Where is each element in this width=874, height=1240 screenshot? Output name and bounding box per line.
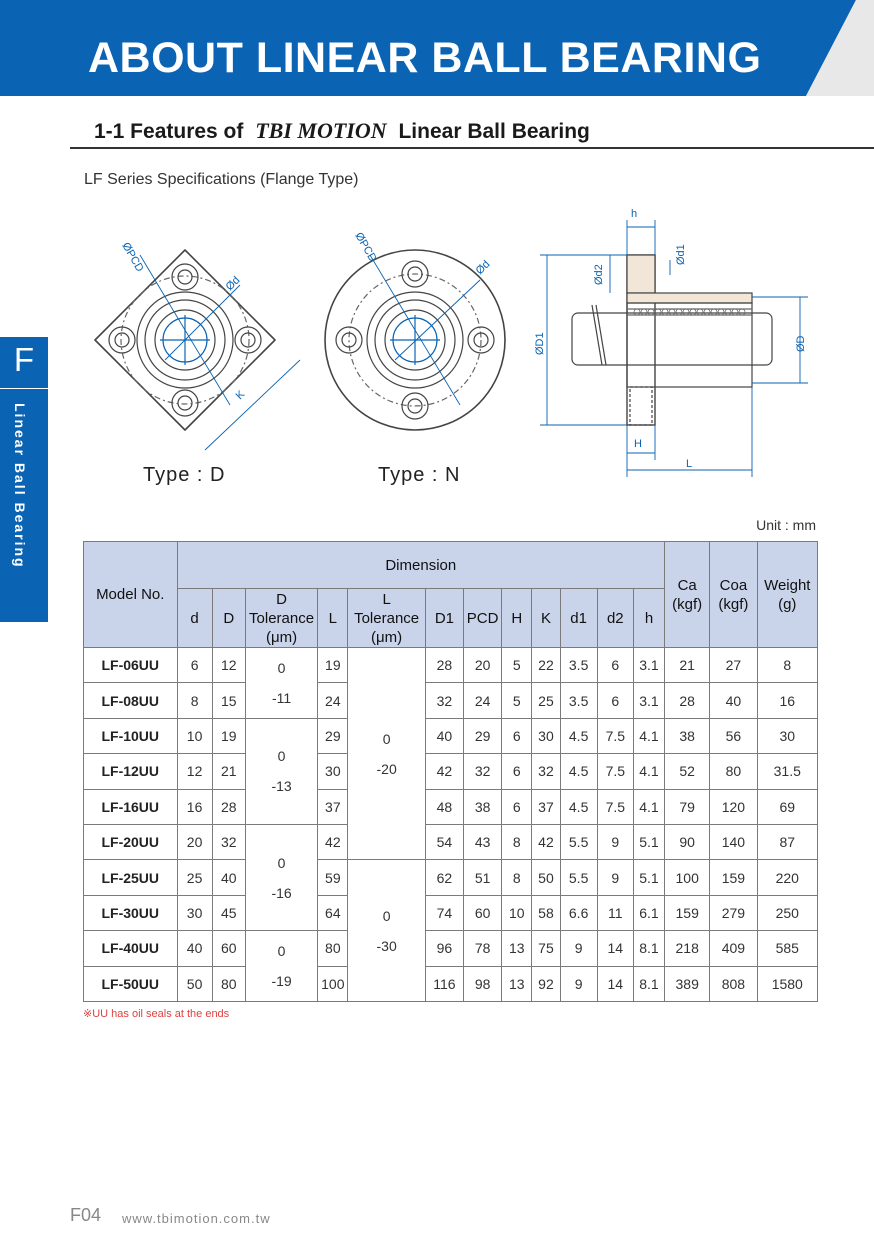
cell-L: 80 xyxy=(318,931,348,966)
type-n-pcd-label: ØPCD xyxy=(352,230,379,265)
cell-PCD: 32 xyxy=(464,754,502,789)
cell-H: 5 xyxy=(502,648,532,683)
cell-D1: 74 xyxy=(425,895,463,930)
cell-d: 12 xyxy=(177,754,212,789)
cell-L: 59 xyxy=(318,860,348,895)
cell-d1: 6.6 xyxy=(560,895,597,930)
cell-d1: 4.5 xyxy=(560,789,597,824)
label-H: H xyxy=(634,438,642,450)
cell-PCD: 20 xyxy=(464,648,502,683)
cell-d1: 9 xyxy=(560,966,597,1001)
cell-d1: 4.5 xyxy=(560,754,597,789)
cell-D: 45 xyxy=(212,895,245,930)
cell-D: 60 xyxy=(212,931,245,966)
cell-D: 80 xyxy=(212,966,245,1001)
header-d1: d1 xyxy=(560,589,597,648)
cell-model: LF-08UU xyxy=(84,683,178,718)
header-band xyxy=(0,0,874,96)
cell-h: 8.1 xyxy=(633,966,664,1001)
table-row xyxy=(84,860,818,895)
header-l-tolerance: L Tolerance (μm) xyxy=(348,589,425,648)
header-L: L xyxy=(318,589,348,648)
cell-h: 4.1 xyxy=(633,718,664,753)
cell-Ca: 159 xyxy=(665,895,710,930)
cell-model: LF-06UU xyxy=(84,648,178,683)
cell-H: 6 xyxy=(502,754,532,789)
footnote: ※UU has oil seals at the ends xyxy=(83,1008,230,1020)
cell-d1: 9 xyxy=(560,931,597,966)
table-row xyxy=(84,683,818,718)
label-L: L xyxy=(686,458,693,470)
header-d-tolerance: D Tolerance (μm) xyxy=(245,589,317,648)
cell-d1: 4.5 xyxy=(560,718,597,753)
cell-Coa: 279 xyxy=(710,895,757,930)
cell-L: 42 xyxy=(318,824,348,859)
cell-d1: 3.5 xyxy=(560,648,597,683)
cell-d: 40 xyxy=(177,931,212,966)
cell-h: 3.1 xyxy=(633,648,664,683)
type-n-drawing xyxy=(320,215,520,460)
cell-Coa: 40 xyxy=(710,683,757,718)
cell-K: 32 xyxy=(532,754,560,789)
cell-Coa: 409 xyxy=(710,931,757,966)
cell-D1: 62 xyxy=(425,860,463,895)
cell-D: 28 xyxy=(212,789,245,824)
unit-label: Unit : mm xyxy=(756,517,816,533)
cell-K: 25 xyxy=(532,683,560,718)
cell-Weight: 69 xyxy=(757,789,817,824)
cell-model: LF-25UU xyxy=(84,860,178,895)
cell-D: 21 xyxy=(212,754,245,789)
cell-H: 10 xyxy=(502,895,532,930)
header-K: K xyxy=(532,589,560,648)
header-ca: Ca (kgf) xyxy=(665,542,710,648)
label-D: ØD xyxy=(795,335,807,352)
cell-l-tolerance: 0 -30 xyxy=(348,860,425,1002)
cell-D1: 96 xyxy=(425,931,463,966)
cell-D1: 42 xyxy=(425,754,463,789)
cell-d2: 7.5 xyxy=(597,718,633,753)
header-D: D xyxy=(212,589,245,648)
cell-H: 6 xyxy=(502,718,532,753)
cell-Ca: 52 xyxy=(665,754,710,789)
cell-PCD: 38 xyxy=(464,789,502,824)
cell-H: 6 xyxy=(502,789,532,824)
cell-d-tolerance: 0 -13 xyxy=(245,718,317,824)
cell-D1: 28 xyxy=(425,648,463,683)
cell-H: 5 xyxy=(502,683,532,718)
cell-model: LF-30UU xyxy=(84,895,178,930)
cell-PCD: 43 xyxy=(464,824,502,859)
cell-Ca: 389 xyxy=(665,966,710,1001)
type-n-d-label: Ød xyxy=(473,258,493,278)
cell-model: LF-10UU xyxy=(84,718,178,753)
cell-d: 25 xyxy=(177,860,212,895)
cell-L: 29 xyxy=(318,718,348,753)
cell-Ca: 79 xyxy=(665,789,710,824)
header-model: Model No. xyxy=(84,542,178,648)
cell-D: 40 xyxy=(212,860,245,895)
cell-h: 4.1 xyxy=(633,789,664,824)
side-tab-label: Linear Ball Bearing xyxy=(12,403,28,569)
cell-d: 30 xyxy=(177,895,212,930)
cell-K: 50 xyxy=(532,860,560,895)
cell-L: 64 xyxy=(318,895,348,930)
cell-d1: 3.5 xyxy=(560,683,597,718)
side-tab-letter: F xyxy=(13,341,35,378)
cell-Ca: 218 xyxy=(665,931,710,966)
cell-L: 19 xyxy=(318,648,348,683)
section-title-suffix: Linear Ball Bearing xyxy=(398,120,590,143)
cell-d: 6 xyxy=(177,648,212,683)
header-dimension: Dimension xyxy=(177,542,665,589)
cell-H: 13 xyxy=(502,966,532,1001)
cell-K: 37 xyxy=(532,789,560,824)
cell-Weight: 16 xyxy=(757,683,817,718)
table-row xyxy=(84,789,818,824)
cell-d2: 9 xyxy=(597,824,633,859)
cell-d-tolerance: 0 -16 xyxy=(245,824,317,930)
cell-d2: 14 xyxy=(597,966,633,1001)
cell-h: 4.1 xyxy=(633,754,664,789)
cell-Ca: 90 xyxy=(665,824,710,859)
label-D1: ØD1 xyxy=(534,332,546,355)
cell-Weight: 220 xyxy=(757,860,817,895)
page-number: F04 xyxy=(70,1205,102,1225)
cell-Coa: 159 xyxy=(710,860,757,895)
cell-PCD: 24 xyxy=(464,683,502,718)
page-title: ABOUT LINEAR BALL BEARING xyxy=(88,34,762,82)
type-n-label: Type : N xyxy=(378,464,461,486)
cell-K: 75 xyxy=(532,931,560,966)
cell-Ca: 100 xyxy=(665,860,710,895)
cell-PCD: 98 xyxy=(464,966,502,1001)
cell-model: LF-20UU xyxy=(84,824,178,859)
header-H: H xyxy=(502,589,532,648)
cell-D: 32 xyxy=(212,824,245,859)
type-d-pcd-label: ØPCD xyxy=(119,240,146,275)
section-title-prefix: 1-1 Features of xyxy=(94,120,244,143)
header-h: h xyxy=(633,589,664,648)
cell-h: 3.1 xyxy=(633,683,664,718)
cell-PCD: 29 xyxy=(464,718,502,753)
table-row xyxy=(84,966,818,1001)
label-d2: Ød2 xyxy=(593,264,605,285)
cell-d-tolerance: 0 -19 xyxy=(245,931,317,1002)
cell-Weight: 30 xyxy=(757,718,817,753)
cell-d2: 7.5 xyxy=(597,789,633,824)
cell-d2: 14 xyxy=(597,931,633,966)
header-coa: Coa (kgf) xyxy=(710,542,757,648)
table-row xyxy=(84,754,818,789)
header-d2: d2 xyxy=(597,589,633,648)
cell-l-tolerance: 0 -20 xyxy=(348,648,425,860)
type-d-drawing xyxy=(80,215,310,460)
type-d-d-label: Ød xyxy=(223,274,243,294)
cell-H: 8 xyxy=(502,824,532,859)
cell-Weight: 31.5 xyxy=(757,754,817,789)
section-view-drawing xyxy=(530,205,820,480)
header-weight: Weight (g) xyxy=(757,542,817,648)
label-h: h xyxy=(631,208,638,220)
cell-H: 13 xyxy=(502,931,532,966)
cell-d2: 6 xyxy=(597,683,633,718)
brand-logo: TBI MOTION xyxy=(255,118,387,143)
cell-Ca: 28 xyxy=(665,683,710,718)
cell-model: LF-16UU xyxy=(84,789,178,824)
cell-Coa: 27 xyxy=(710,648,757,683)
cell-Weight: 1580 xyxy=(757,966,817,1001)
cell-h: 8.1 xyxy=(633,931,664,966)
cell-Coa: 120 xyxy=(710,789,757,824)
cell-L: 24 xyxy=(318,683,348,718)
cell-d: 10 xyxy=(177,718,212,753)
cell-Weight: 87 xyxy=(757,824,817,859)
cell-D: 12 xyxy=(212,648,245,683)
cell-D1: 32 xyxy=(425,683,463,718)
cell-d2: 7.5 xyxy=(597,754,633,789)
cell-D: 15 xyxy=(212,683,245,718)
series-subtitle: LF Series Specifications (Flange Type) xyxy=(84,171,359,188)
cell-d: 16 xyxy=(177,789,212,824)
cell-Ca: 21 xyxy=(665,648,710,683)
cell-Weight: 585 xyxy=(757,931,817,966)
cell-d: 8 xyxy=(177,683,212,718)
ball-row xyxy=(634,309,745,315)
cell-Coa: 140 xyxy=(710,824,757,859)
cell-L: 100 xyxy=(318,966,348,1001)
table-row xyxy=(84,648,818,683)
cell-d1: 5.5 xyxy=(560,824,597,859)
cell-D1: 40 xyxy=(425,718,463,753)
cell-h: 5.1 xyxy=(633,824,664,859)
cell-d2: 6 xyxy=(597,648,633,683)
cell-h: 6.1 xyxy=(633,895,664,930)
cell-d-tolerance: 0 -11 xyxy=(245,648,317,719)
label-d1: Ød1 xyxy=(675,244,687,265)
cell-D1: 48 xyxy=(425,789,463,824)
cell-Weight: 8 xyxy=(757,648,817,683)
cell-K: 58 xyxy=(532,895,560,930)
table-row xyxy=(84,895,818,930)
cell-PCD: 51 xyxy=(464,860,502,895)
cell-d2: 11 xyxy=(597,895,633,930)
header-D1: D1 xyxy=(425,589,463,648)
table-row xyxy=(84,718,818,753)
cell-Ca: 38 xyxy=(665,718,710,753)
cell-Weight: 250 xyxy=(757,895,817,930)
section-divider xyxy=(70,147,874,149)
cell-D: 19 xyxy=(212,718,245,753)
type-d-k-label: K xyxy=(233,388,248,403)
cell-K: 22 xyxy=(532,648,560,683)
cell-K: 42 xyxy=(532,824,560,859)
cell-K: 92 xyxy=(532,966,560,1001)
cell-Coa: 56 xyxy=(710,718,757,753)
spec-table-body xyxy=(84,648,818,1002)
header-d: d xyxy=(177,589,212,648)
cell-d: 20 xyxy=(177,824,212,859)
cell-L: 30 xyxy=(318,754,348,789)
spec-table xyxy=(83,541,818,1002)
cell-D1: 54 xyxy=(425,824,463,859)
cell-K: 30 xyxy=(532,718,560,753)
cell-H: 8 xyxy=(502,860,532,895)
cell-D1: 116 xyxy=(425,966,463,1001)
header-PCD: PCD xyxy=(464,589,502,648)
cell-model: LF-50UU xyxy=(84,966,178,1001)
cell-model: LF-40UU xyxy=(84,931,178,966)
side-tab-divider xyxy=(0,388,48,389)
cell-model: LF-12UU xyxy=(84,754,178,789)
website-url: www.tbimotion.com.tw xyxy=(122,1211,271,1226)
cell-Coa: 808 xyxy=(710,966,757,1001)
cell-L: 37 xyxy=(318,789,348,824)
cell-d2: 9 xyxy=(597,860,633,895)
cell-Coa: 80 xyxy=(710,754,757,789)
cell-PCD: 60 xyxy=(464,895,502,930)
table-row xyxy=(84,931,818,966)
type-d-label: Type : D xyxy=(143,464,226,486)
cell-d1: 5.5 xyxy=(560,860,597,895)
cell-d: 50 xyxy=(177,966,212,1001)
cell-PCD: 78 xyxy=(464,931,502,966)
section-title xyxy=(94,118,590,144)
table-row xyxy=(84,824,818,859)
cell-h: 5.1 xyxy=(633,860,664,895)
